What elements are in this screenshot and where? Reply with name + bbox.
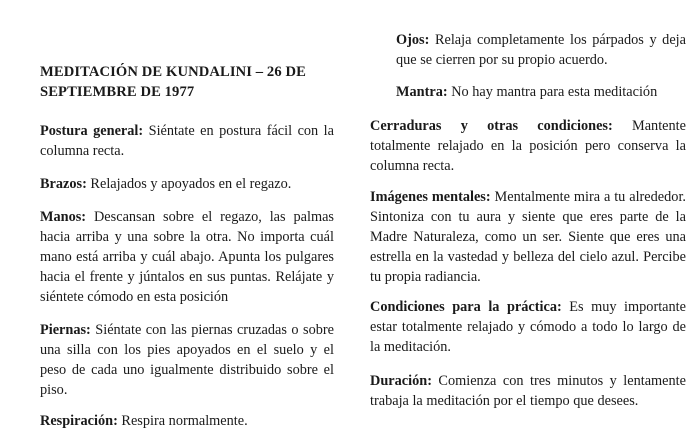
section-text: No hay mantra para esta meditación bbox=[447, 84, 658, 100]
section-text: Descansan sobre el regazo, las palmas hacia arriba y una sobre la otra. No importa cuál mano está arriba y cuál abajo. Apunta los pulgares hacia el frente y júntalos en sus puntas. Relájate y siéntete cómodo en esta posición bbox=[40, 209, 334, 305]
section-label: Condiciones para la práctica: bbox=[370, 299, 562, 315]
section-ojos bbox=[396, 30, 686, 70]
section-label: Cerraduras y otras condiciones: bbox=[370, 118, 613, 134]
section-condiciones bbox=[370, 297, 686, 357]
section-text: Es muy importante estar totalmente relajado y cómodo a todo lo largo de la meditación. bbox=[370, 299, 686, 355]
section-manos bbox=[40, 207, 334, 307]
section-label: Duración: bbox=[370, 373, 432, 389]
section-piernas bbox=[40, 320, 334, 400]
section-label: Imágenes mentales: bbox=[370, 189, 491, 205]
section-label: Manos: bbox=[40, 209, 87, 225]
section-mantra bbox=[396, 82, 686, 102]
section-text: Mantente totalmente relajado en la posición pero conserva la columna recta. bbox=[370, 118, 686, 174]
section-label: Mantra: bbox=[396, 84, 448, 100]
section-label: Postura general: bbox=[40, 123, 144, 139]
section-text: Mentalmente mira a tu alrededor. Sintoniza con tu aura y siente que eres parte de la Madre Naturaleza, como un ser. Siente que eres una estrella en la vastedad y belleza del cielo azul. Percibe tu propia radiancia. bbox=[370, 189, 686, 285]
section-text: Relaja completamente los párpados y deja que se cierren por su propio acuerdo. bbox=[396, 32, 686, 68]
section-imagenes bbox=[370, 187, 686, 287]
section-text: Relajados y apoyados en el regazo. bbox=[86, 176, 292, 192]
section-duracion bbox=[370, 371, 686, 411]
section-label: Brazos: bbox=[40, 176, 87, 192]
section-label: Piernas: bbox=[40, 322, 91, 338]
document-title: MEDITACIÓN DE KUNDALINI – 26 DE SEPTIEMBRE DE 1977 bbox=[40, 64, 306, 100]
section-text: Siéntate con las piernas cruzadas o sobre una silla con los pies apoyados en el suelo y el peso de cada uno igualmente distribuido sobre el piso. bbox=[40, 322, 334, 398]
section-brazos bbox=[40, 174, 334, 194]
section-label: Respiración: bbox=[40, 413, 118, 429]
section-postura bbox=[40, 121, 334, 161]
section-cerraduras bbox=[370, 116, 686, 176]
section-respiracion bbox=[40, 411, 334, 431]
section-text: Respira normalmente. bbox=[117, 413, 248, 429]
section-text: Siéntate en postura fácil con la columna recta. bbox=[40, 123, 335, 159]
section-label: Ojos: bbox=[396, 32, 430, 48]
section-text: Comienza con tres minutos y lentamente trabaja la meditación por el tiempo que desees. bbox=[370, 373, 686, 409]
